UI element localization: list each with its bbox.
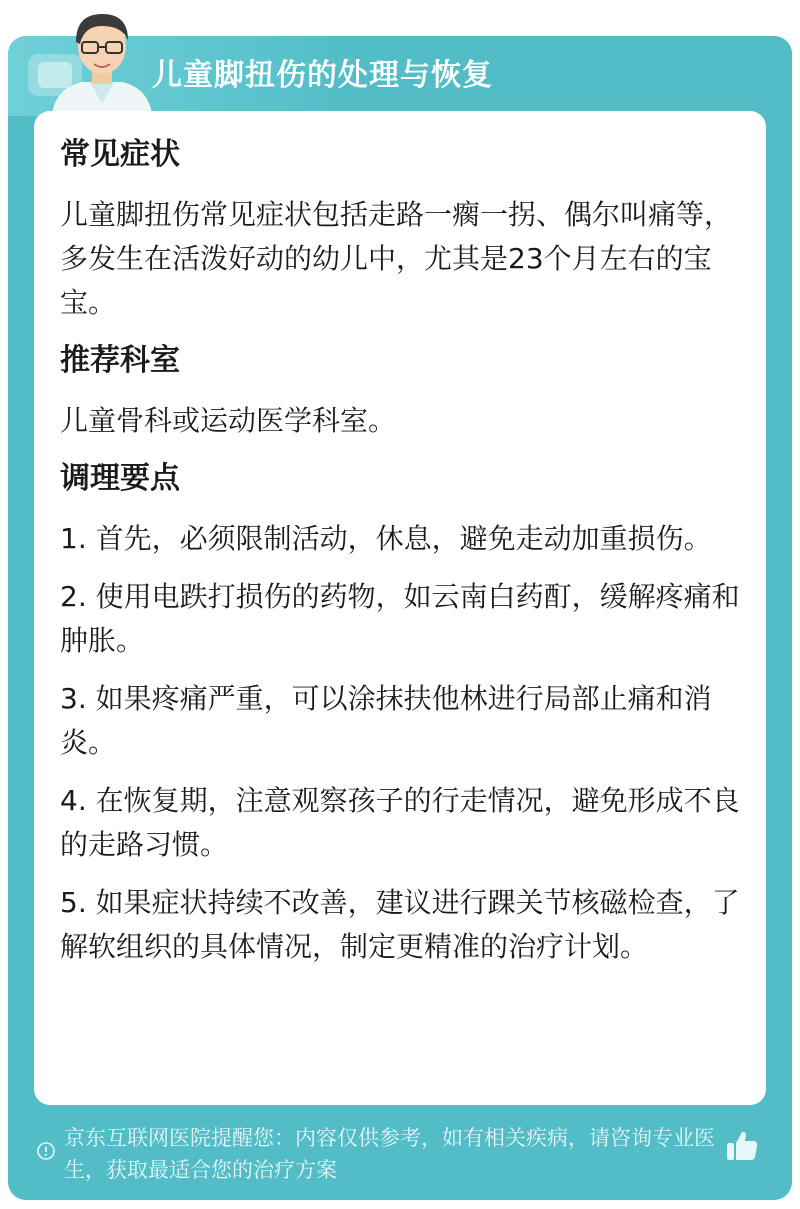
list-item: 5. 如果症状持续不改善，建议进行踝关节核磁检查，了解软组织的具体情况，制定更精准的治疗计划。 (60, 886, 740, 963)
list-item: 2. 使用电跌打损伤的药物，如云南白药酊，缓解疼痛和肿胀。 (60, 580, 740, 657)
section-body-symptoms: 儿童脚扭伤常见症状包括走路一瘸一拐、偶尔叫痛等，多发生在活泼好动的幼儿中，尤其是23个月左右的宝宝。 (60, 198, 733, 319)
section-body-department: 儿童骨科或运动医学科室。 (60, 404, 397, 437)
doctor-avatar (42, 4, 162, 114)
list-item: 3. 如果疼痛严重，可以涂抹扶他林进行局部止痛和消炎。 (60, 682, 712, 759)
info-icon (36, 1141, 56, 1161)
card-content (60, 135, 740, 983)
section-heading-department: 推荐科室 (60, 343, 180, 378)
info-card (34, 111, 766, 1105)
thumbs-up-icon[interactable] (724, 1128, 760, 1164)
section-heading-care: 调理要点 (60, 461, 180, 496)
section-heading-symptoms: 常见症状 (60, 137, 180, 172)
list-item: 4. 在恢复期，注意观察孩子的行走情况，避免形成不良的走路习惯。 (60, 784, 740, 861)
footer-notice: 京东互联网医院提醒您：内容仅供参考，如有相关疾病，请咨询专业医生，获取最适合您的治疗方案 (64, 1126, 715, 1182)
list-item: 1. 首先，必须限制活动，休息，避免走动加重损伤。 (60, 522, 712, 555)
page-title: 儿童脚扭伤的处理与恢复 (152, 58, 493, 93)
